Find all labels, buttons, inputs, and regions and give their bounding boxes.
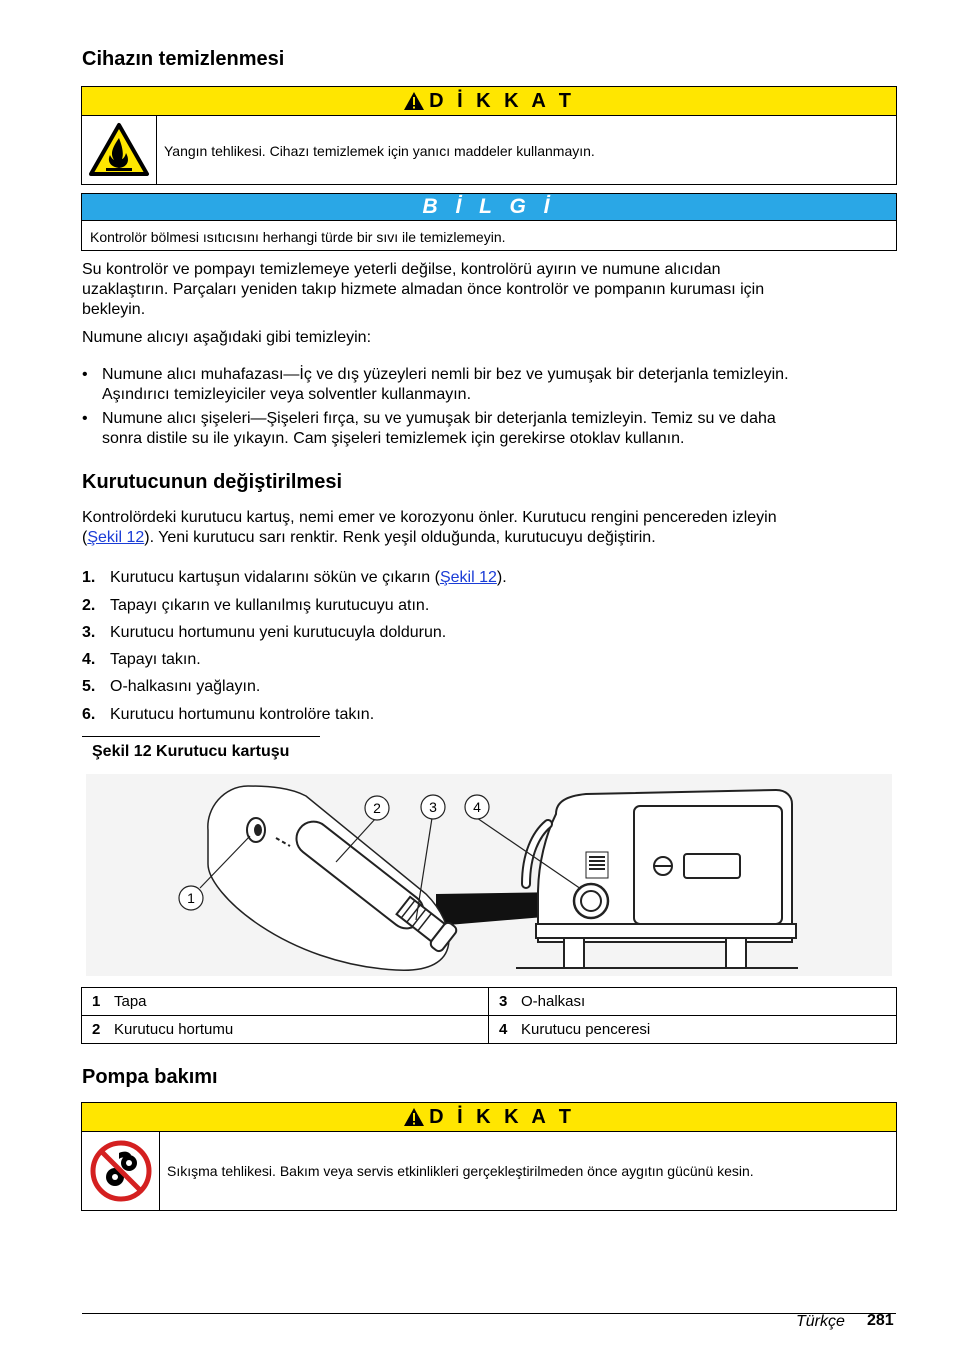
step-item — [82, 623, 446, 643]
section-title-desiccant: Kurutucunun değiştirilmesi — [82, 471, 343, 493]
warning-triangle-icon — [403, 91, 425, 111]
page-number: 281 — [867, 1312, 894, 1329]
step-item — [82, 677, 260, 697]
step-number: 3. — [82, 624, 96, 641]
caution-header — [82, 87, 896, 116]
callout-2 — [365, 796, 389, 820]
fire-hazard-cell — [82, 116, 157, 184]
figure-link[interactable]: Şekil 12 — [439, 569, 497, 586]
table-row — [82, 988, 897, 1016]
footer-rule — [82, 1313, 896, 1314]
figure-rule — [82, 736, 320, 737]
list-item — [82, 365, 789, 405]
caution-label: D İ K K A T — [429, 1105, 575, 1128]
caution-text: Yangın tehlikesi. Cihazı temizlemek için yanıcı maddeler kullanmayın. — [164, 143, 595, 159]
paragraph-line: Su kontrolör ve pompayı temizlemeye yeterli değilse, kontrolörü ayırın ve numune alıcıdan — [82, 261, 721, 278]
step-number: 2. — [82, 597, 96, 614]
notice-label: B İ L G İ — [422, 195, 556, 218]
flammable-icon — [88, 122, 150, 178]
list-item — [82, 409, 776, 449]
list-item-text: Numune alıcı muhafazası—İç ve dış yüzeyleri nemli bir bez ve yumuşak bir deterjanla temizleyin. — [102, 366, 789, 383]
paragraph-cleaning-1 — [82, 260, 764, 320]
paragraph-cleaning-2: Numune alıcıyı aşağıdaki gibi temizleyin: — [82, 329, 372, 346]
step-item — [82, 650, 201, 670]
step-number: 6. — [82, 706, 96, 723]
legend-cell: 2 Kurutucu hortumu — [82, 1016, 489, 1044]
footer-language: Türkçe — [796, 1313, 845, 1330]
legend-cell: 1 Tapa — [82, 988, 489, 1016]
step-text: Kurutucu hortumunu yeni kurutucuyla doldurun. — [110, 624, 447, 641]
paragraph-line: ( — [82, 529, 88, 546]
list-item-text: sonra distile su ile yıkayın. Cam şişeleri temizlemek için gerekirse otoklav kullanın. — [102, 430, 685, 447]
desiccant-cartridge-figure — [86, 774, 892, 976]
legend-cell: 3 O-halkası — [489, 988, 897, 1016]
step-text: Kurutucu kartuşun vidalarını sökün ve çıkarın ( — [110, 569, 440, 586]
caution-label: D İ K K A T — [429, 89, 575, 112]
notice-header — [82, 194, 896, 221]
caution-text: Sıkışma tehlikesi. Bakım veya servis etkinlikleri gerçekleştirilmeden önce aygıtın gücünü kesin. — [167, 1163, 754, 1179]
callout-1 — [179, 886, 203, 910]
table-row — [82, 1016, 897, 1044]
paragraph-line: bekleyin. — [82, 301, 146, 318]
section-title-cleaning: Cihazın temizlenmesi — [82, 48, 285, 70]
bullet-glyph: • — [82, 410, 88, 427]
paragraph-line: ). Yeni kurutucu sarı renktir. Renk yeşil olduğunda, kurutucuyu değiştirin. — [144, 529, 656, 546]
callout-3 — [421, 795, 445, 819]
section-title-pump: Pompa bakımı — [82, 1066, 218, 1088]
figure-caption: Şekil 12 Kurutucu kartuşu — [92, 743, 290, 760]
figure-legend — [81, 987, 897, 1044]
caution-box-pinch — [81, 1102, 897, 1211]
list-item-text: Numune alıcı şişeleri—Şişeleri fırça, su ve yumuşak bir deterjanla temizleyin. Temiz su ve daha — [102, 410, 776, 427]
step-text: Tapayı takın. — [110, 651, 201, 668]
paragraph-desiccant — [82, 508, 777, 548]
paragraph-line: uzaklaştırın. Parçaları yeniden takıp hizmete almadan önce kontrolör ve pompanın kuruması için — [82, 281, 765, 298]
caution-box-fire — [81, 86, 897, 185]
list-item-text: Aşındırıcı temizleyiciler veya solventler kullanmayın. — [102, 386, 472, 403]
paragraph-line: Kontrolördeki kurutucu kartuş, nemi emer ve korozyonu önler. Kurutucu rengini pencereden izleyin — [82, 509, 777, 526]
pinch-hazard-cell — [82, 1132, 160, 1210]
no-hands-gear-icon — [89, 1139, 153, 1203]
svg-text:4: 4 — [473, 799, 481, 815]
step-number: 4. — [82, 651, 96, 668]
svg-text:3: 3 — [429, 799, 437, 815]
notice-box — [81, 193, 897, 251]
step-number: 1. — [82, 569, 96, 586]
legend-cell: 4 Kurutucu penceresi — [489, 1016, 897, 1044]
step-text: Kurutucu hortumunu kontrolöre takın. — [110, 706, 375, 723]
figure-link[interactable]: Şekil 12 — [87, 529, 145, 546]
step-item — [82, 705, 374, 725]
notice-text: Kontrolör bölmesi ısıtıcısını herhangi türde bir sıvı ile temizlemeyin. — [90, 229, 506, 245]
bullet-glyph: • — [82, 366, 88, 383]
warning-triangle-icon — [403, 1107, 425, 1127]
step-text: Tapayı çıkarın ve kullanılmış kurutucuyu atın. — [110, 597, 430, 614]
svg-text:1: 1 — [187, 890, 195, 906]
step-text: O-halkasını yağlayın. — [110, 678, 261, 695]
step-number: 5. — [82, 678, 96, 695]
controller-drawing — [516, 790, 798, 968]
caution-header — [82, 1103, 896, 1132]
callout-4 — [465, 795, 489, 819]
step-item — [82, 568, 507, 588]
step-text: ). — [496, 569, 507, 586]
step-item — [82, 596, 429, 616]
svg-text:2: 2 — [373, 800, 381, 816]
